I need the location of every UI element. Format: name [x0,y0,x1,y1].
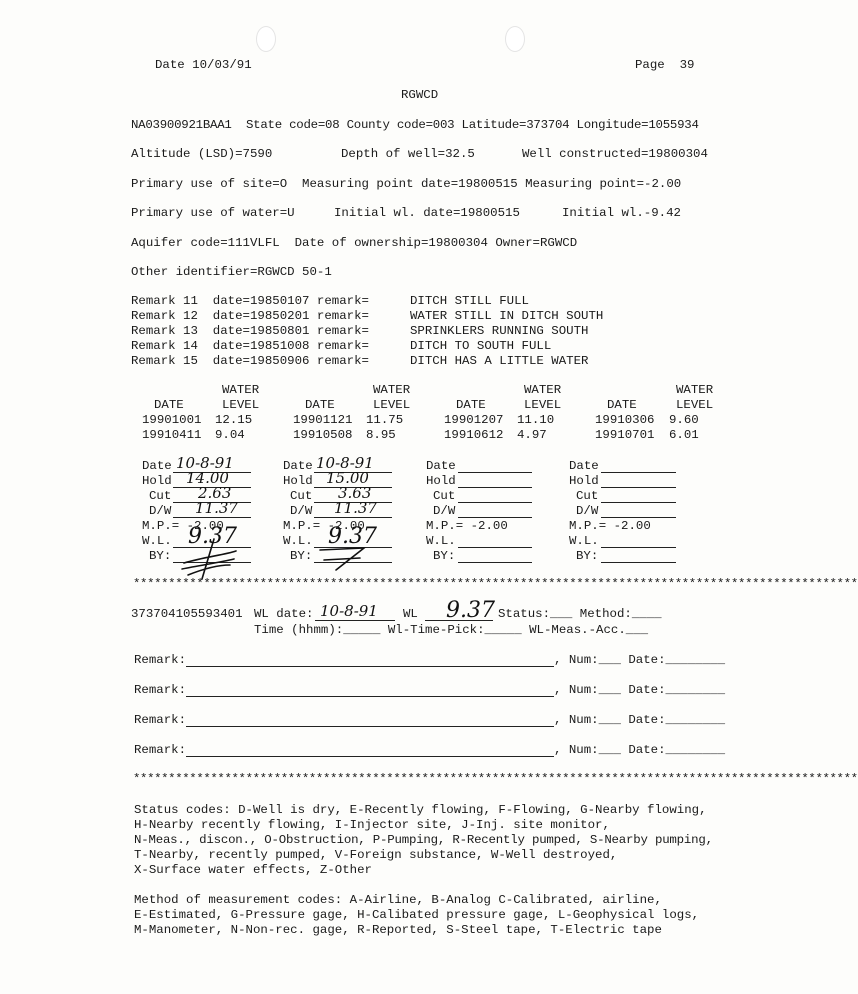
hw-wl: 9.37 [328,524,377,549]
header-level: LEVEL [524,398,562,412]
cell-level: 11.75 [366,413,404,427]
remark-text: DITCH TO SOUTH FULL [410,339,552,353]
remark-field-line[interactable] [186,756,554,757]
remark-num-date: , Num:___ Date:________ [554,683,726,697]
site-altitude: Altitude (LSD)=7590 [131,147,273,161]
cell-level: 4.97 [517,428,547,442]
remark-field-line[interactable] [186,726,554,727]
hw-dw: 11.37 [195,499,238,517]
remark-field-label: Remark: [134,653,187,667]
site-info-line5: Aquifer code=111VLFL Date of ownership=19800304 Owner=RGWCD [131,236,578,250]
hw-cut: 3.63 [338,484,372,502]
remark-text: DITCH HAS A LITTLE WATER [410,354,589,368]
cell-date: 19901121 [293,413,353,427]
cell-date: 19910306 [595,413,655,427]
form-cut-label: Cut [433,489,456,503]
remark-text: DITCH STILL FULL [410,294,529,308]
method-codes-line: M-Manometer, N-Non-rec. gage, R-Reported, S-Steel tape, T-Electric tape [134,923,662,937]
form-dw-line[interactable] [601,517,676,518]
separator-stars: ******************************************************************************************************* [133,577,858,591]
remark-num-date: , Num:___ Date:________ [554,713,726,727]
form-by-line[interactable] [458,562,532,563]
form-cut-label: Cut [576,489,599,503]
form-hold-line[interactable] [601,487,676,488]
binder-hole-right [505,26,525,52]
form-date-label: Date [283,459,313,473]
site-info-line3: Primary use of site=O Measuring point date=19800515 Measuring point=-2.00 [131,177,682,191]
form-wl-line[interactable] [601,547,676,548]
form-cut-label: Cut [290,489,313,503]
cell-date: 19901207 [444,413,504,427]
site-initial-wl: Initial wl.-9.42 [562,206,681,220]
form-dw-line[interactable] [173,517,251,518]
binder-hole-left [256,26,276,52]
site-use-water: Primary use of water=U [131,206,295,220]
form-wl-label: W.L. [426,534,456,548]
remark-num-date: , Num:___ Date:________ [554,653,726,667]
remark-field-label: Remark: [134,713,187,727]
header-date: DATE [154,398,184,412]
entry-wl-date-line[interactable] [315,620,395,621]
form-wl-line[interactable] [458,547,532,548]
form-date-label: Date [142,459,172,473]
remark-num-date: , Num:___ Date:________ [554,743,726,757]
cell-date: 19910508 [293,428,353,442]
form-hold-label: Hold [426,474,456,488]
cell-date: 19910612 [444,428,504,442]
method-codes-line: Method of measurement codes: A-Airline, B-Analog C-Calibrated, airline, [134,893,662,907]
site-info-line1: NA03900921BAA1 State code=08 County code=003 Latitude=373704 Longitude=1055934 [131,118,699,132]
form-mp-label: M.P.= -2.00 [283,519,365,533]
form-dw-line[interactable] [458,517,532,518]
site-initial-date: Initial wl. date=19800515 [334,206,520,220]
form-mp-label: M.P.= -2.00 [426,519,508,533]
method-codes-line: E-Estimated, G-Pressure gage, H-Calibated pressure gage, L-Geophysical logs, [134,908,700,922]
remark-label: Remark 14 date=19851008 remark= [131,339,369,353]
form-dw-label: D/W [576,504,599,518]
header-org: RGWCD [401,88,439,102]
status-codes-line: N-Meas., discon., O-Obstruction, P-Pumping, R-Recently pumped, S-Nearby pumping, [134,833,713,847]
entry-time-line: Time (hhmm):_____ Wl-Time-Pick:_____ WL-Meas.-Acc.___ [254,623,649,637]
remark-text: SPRINKLERS RUNNING SOUTH [410,324,589,338]
status-codes-line: H-Nearby recently flowing, I-Injector site, J-Inj. site monitor, [134,818,610,832]
entry-status-method: Status:___ Method:____ [498,607,662,621]
form-dw-label: D/W [149,504,172,518]
form-cut-label: Cut [149,489,172,503]
form-dw-label: D/W [433,504,456,518]
form-dw-line[interactable] [314,517,392,518]
header-water: WATER [222,383,260,397]
form-date-line[interactable] [601,472,676,473]
form-wl-label: W.L. [142,534,172,548]
hw-date: 10-8-91 [176,454,234,472]
header-level: LEVEL [676,398,714,412]
site-info-line6: Other identifier=RGWCD 50-1 [131,265,332,279]
cell-date: 19901001 [142,413,202,427]
hw-hold: 15.00 [326,469,369,487]
form-date-label: Date [426,459,456,473]
form-hold-label: Hold [142,474,172,488]
form-by-label: BY: [433,549,456,563]
form-hold-label: Hold [283,474,313,488]
form-hold-line[interactable] [458,487,532,488]
hw-dw: 11.37 [334,499,377,517]
cell-level: 12.15 [215,413,253,427]
form-dw-label: D/W [290,504,313,518]
status-codes-line: Status codes: D-Well is dry, E-Recently flowing, F-Flowing, G-Nearby flowing, [134,803,707,817]
hw-date: 10-8-91 [316,454,374,472]
form-by-label: BY: [576,549,599,563]
form-by-label: BY: [149,549,172,563]
form-by-label: BY: [290,549,313,563]
header-date: DATE [607,398,637,412]
status-codes-line: X-Surface water effects, Z-Other [134,863,372,877]
form-date-line[interactable] [458,472,532,473]
hw-wl: 9.37 [188,524,237,549]
form-cut-line[interactable] [601,502,676,503]
form-cut-line[interactable] [458,502,532,503]
cell-date: 19910701 [595,428,655,442]
header-date: Date 10/03/91 [155,58,252,72]
remark-field-label: Remark: [134,683,187,697]
entry-wl-label: WL [403,607,418,621]
separator-stars: ******************************************************************************************************* [133,772,858,786]
remark-label: Remark 11 date=19850107 remark= [131,294,369,308]
form-mp-label: M.P.= -2.00 [569,519,651,533]
form-by-line[interactable] [601,562,676,563]
remark-field-line[interactable] [186,666,554,667]
cell-level: 11.10 [517,413,555,427]
entry-wl-date-label: WL date: [254,607,314,621]
remark-label: Remark 13 date=19850801 remark= [131,324,369,338]
header-level: LEVEL [222,398,260,412]
form-wl-label: W.L. [283,534,313,548]
status-codes-line: T-Nearby, recently pumped, V-Foreign substance, W-Well destroyed, [134,848,618,862]
header-water: WATER [373,383,411,397]
remark-label: Remark 15 date=19850906 remark= [131,354,369,368]
header-date: DATE [305,398,335,412]
signature-scribble-2 [314,544,374,574]
cell-date: 19910411 [142,428,202,442]
entry-wl-value: 9.37 [446,598,495,623]
entry-wl-date-value: 10-8-91 [320,602,378,620]
site-constructed: Well constructed=19800304 [522,147,708,161]
form-date-label: Date [569,459,599,473]
site-depth: Depth of well=32.5 [341,147,475,161]
remark-field-line[interactable] [186,696,554,697]
header-date: DATE [456,398,486,412]
cell-level: 8.95 [366,428,396,442]
cell-level: 6.01 [669,428,699,442]
remark-label: Remark 12 date=19850201 remark= [131,309,369,323]
form-mp-label: M.P.= -2.00 [142,519,224,533]
hw-hold: 14.00 [186,469,229,487]
remark-field-label: Remark: [134,743,187,757]
header-water: WATER [524,383,562,397]
remark-text: WATER STILL IN DITCH SOUTH [410,309,604,323]
form-hold-label: Hold [569,474,599,488]
hw-cut: 2.63 [198,484,232,502]
cell-level: 9.04 [215,428,245,442]
cell-level: 9.60 [669,413,699,427]
header-page: Page 39 [635,58,695,72]
entry-site-id: 373704105593401 [131,607,243,621]
header-level: LEVEL [373,398,411,412]
form-wl-label: W.L. [569,534,599,548]
header-water: WATER [676,383,714,397]
